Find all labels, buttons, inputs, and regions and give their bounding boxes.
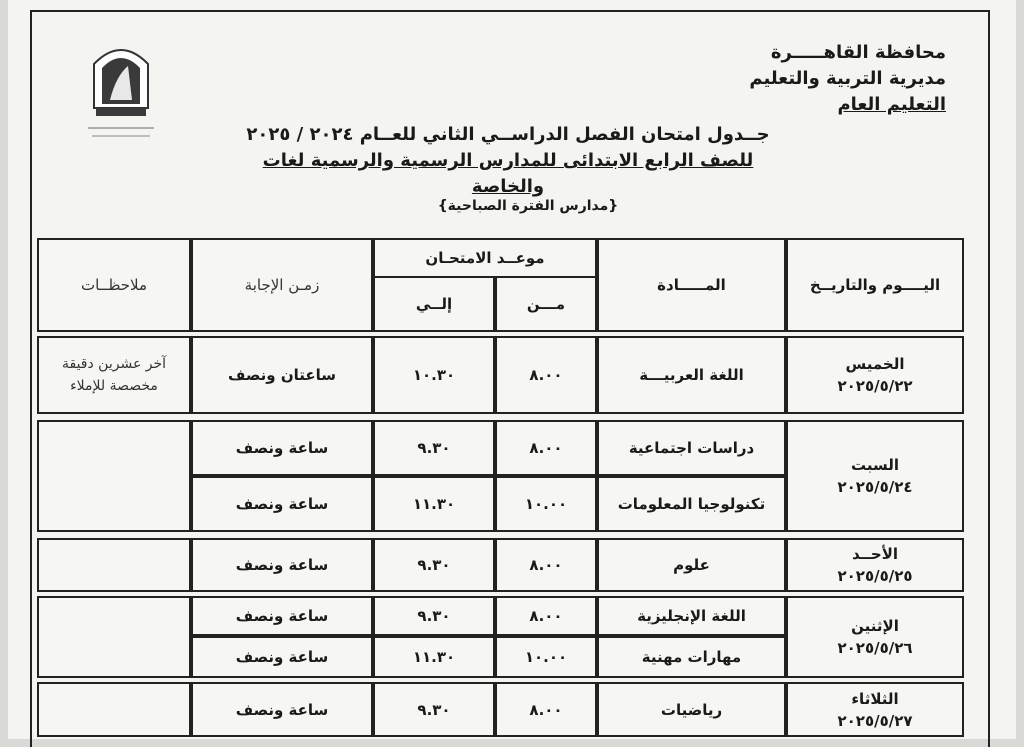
duration-cell: ساعة ونصف [191, 636, 373, 678]
to-cell: ٩.٣٠ [373, 538, 495, 592]
from-cell: ٨.٠٠ [495, 336, 597, 414]
to-cell: ١٠.٣٠ [373, 336, 495, 414]
notes-cell [37, 538, 191, 592]
to-cell: ٩.٣٠ [373, 596, 495, 636]
ministry-logo [76, 36, 166, 146]
day-date: ٢٠٢٥/٥/٢٢ [837, 377, 913, 395]
department-name: التعليم العام [837, 94, 946, 115]
governorate-name: محافظة القاهـــــرة [770, 42, 946, 63]
duration-cell: ساعة ونصف [191, 420, 373, 476]
from-cell: ٨.٠٠ [495, 682, 597, 737]
day-date: ٢٠٢٥/٥/٢٧ [837, 711, 913, 730]
to-cell: ٩.٣٠ [373, 682, 495, 737]
day-date: ٢٠٢٥/٥/٢٤ [837, 478, 913, 496]
subject-cell: دراسات اجتماعية [597, 420, 786, 476]
from-cell: ١٠.٠٠ [495, 636, 597, 678]
from-cell: ١٠.٠٠ [495, 476, 597, 532]
duration-cell: ساعة ونصف [191, 538, 373, 592]
subject-cell: تكنولوجيا المعلومات [597, 476, 786, 532]
day-name: الإثنين [851, 617, 899, 635]
header-day: اليــــوم والتاريــخ [786, 238, 964, 332]
header-subject: المـــــادة [597, 238, 786, 332]
to-cell: ١١.٣٠ [373, 636, 495, 678]
notes-cell [37, 596, 191, 678]
notes-cell [37, 420, 191, 532]
header-exam-time: موعــد الامتحـان [373, 238, 597, 278]
day-name: السبت [850, 456, 900, 474]
from-cell: ٨.٠٠ [495, 420, 597, 476]
schedule-title [238, 122, 778, 200]
day-cell [786, 538, 964, 592]
subject-cell: علوم [597, 538, 786, 592]
to-cell: ١١.٣٠ [373, 476, 495, 532]
day-cell [786, 682, 964, 737]
notes-cell [37, 682, 191, 737]
title-line-2: للصف الرابع الابتدائى للمدارس الرسمية والرسمية لغات والخاصة [262, 150, 754, 197]
header-to: إلــي [373, 276, 495, 332]
subject-cell: رياضيات [597, 682, 786, 737]
day-cell [786, 596, 964, 678]
subject-cell: اللغة الإنجليزية [597, 596, 786, 636]
day-date: ٢٠٢٥/٥/٢٦ [837, 639, 913, 657]
duration-cell: ساعة ونصف [191, 476, 373, 532]
header-duration: زمـن الإجابة [191, 238, 373, 332]
from-cell: ٨.٠٠ [495, 596, 597, 636]
to-cell: ٩.٣٠ [373, 420, 495, 476]
issuing-authority [749, 40, 946, 118]
header-notes: ملاحظــات [37, 238, 191, 332]
duration-cell: ساعة ونصف [191, 682, 373, 737]
day-name: الأحــد [851, 545, 899, 563]
day-date: ٢٠٢٥/٥/٢٥ [837, 567, 913, 585]
day-name: الخميس [845, 355, 905, 373]
ministry-logo-icon [76, 36, 166, 146]
day-cell [786, 420, 964, 532]
notes-cell: آخر عشرين دقيقة مخصصة للإملاء [37, 336, 191, 414]
title-line-1: جــدول امتحان الفصل الدراســي الثاني للعــام ٢٠٢٤ / ٢٠٢٥ [246, 124, 770, 145]
subject-cell: اللغة العربيـــة [597, 336, 786, 414]
day-cell [786, 336, 964, 414]
document-page [8, 0, 1016, 739]
period-label: {مدارس الفترة الصباحية} [437, 198, 619, 214]
day-name: الثلاثاء [851, 689, 899, 708]
duration-cell: ساعة ونصف [191, 596, 373, 636]
header-from: مـــن [495, 276, 597, 332]
subject-cell: مهارات مهنية [597, 636, 786, 678]
directorate-name: مديرية التربية والتعليم [749, 68, 946, 89]
from-cell: ٨.٠٠ [495, 538, 597, 592]
duration-cell: ساعتان ونصف [191, 336, 373, 414]
